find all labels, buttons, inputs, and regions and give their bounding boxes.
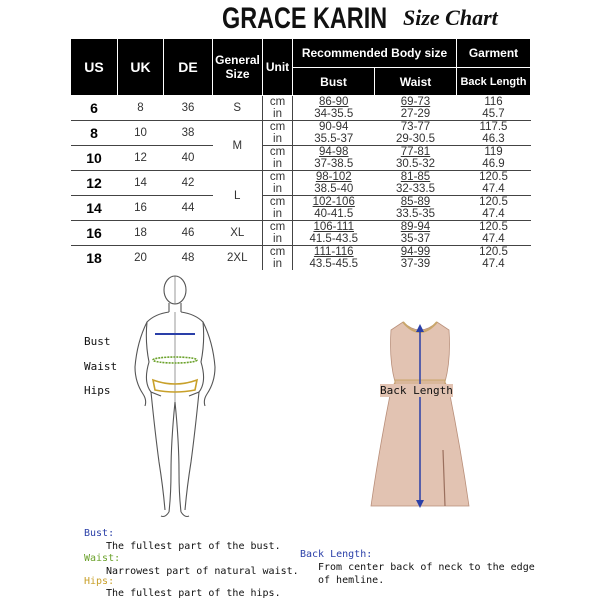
header-general-size: General Size [213, 39, 263, 96]
cell-us: 12 [71, 171, 118, 196]
cell-waist: 94-99 [375, 246, 457, 259]
cell-back-length: 120.5 [457, 221, 531, 234]
cell-uk: 16 [118, 196, 164, 221]
cell-waist: 73-77 [375, 121, 457, 134]
table-row [71, 96, 531, 109]
header-recommended: Recommended Body size [293, 39, 457, 68]
cell-size: 2XL [213, 246, 263, 271]
cell-size: S [213, 96, 263, 121]
def-back-length-text-2: of hemline. [318, 575, 385, 586]
def-hips-heading: Hips: [84, 576, 115, 587]
header-de: DE [164, 39, 213, 96]
cell-de: 46 [164, 221, 213, 246]
header-bust: Bust [293, 68, 375, 96]
cell-back-length: 47.4 [482, 208, 505, 220]
cell-waist: 81-85 [375, 171, 457, 184]
cell-de: 44 [164, 196, 213, 221]
cell-waist: 69-73 [375, 96, 457, 109]
header-us: US [71, 39, 118, 96]
cell-back-length: 120.5 [457, 246, 531, 259]
brand-logo: GRACE KARIN [222, 2, 388, 35]
cell-bust: 34-35.5 [314, 108, 354, 120]
cell-back-length: 46.3 [482, 133, 505, 145]
cell-uk: 10 [118, 121, 164, 146]
cell-unit: in [263, 133, 293, 146]
cell-us: 6 [71, 96, 118, 121]
def-waist-text: Narrowest part of natural waist. [106, 566, 299, 577]
table-row [71, 196, 531, 209]
cell-us: 8 [71, 121, 118, 146]
cell-unit: in [263, 233, 293, 246]
cell-bust: 90-94 [293, 121, 375, 134]
cell-unit: in [263, 158, 293, 171]
cell-back-length: 45.7 [482, 108, 505, 120]
table-row [71, 246, 531, 259]
def-back-length-text-1: From center back of neck to the edge [318, 562, 535, 573]
figure-label-hips: Hips [84, 384, 111, 397]
cell-back-length: 46.9 [482, 158, 505, 170]
header-garment: Garment [457, 39, 531, 68]
cell-de: 36 [164, 96, 213, 121]
cell-unit: in [263, 258, 293, 270]
cell-back-length: 47.4 [482, 258, 505, 270]
header-unit: Unit [263, 39, 293, 96]
cell-bust: 102-106 [293, 196, 375, 209]
cell-unit: cm [263, 246, 293, 259]
cell-waist: 77-81 [375, 146, 457, 159]
cell-bust: 40-41.5 [314, 208, 354, 220]
cell-bust: 37-38.5 [314, 158, 354, 170]
cell-size: L [213, 171, 263, 221]
def-bust-text: The fullest part of the bust. [106, 541, 281, 552]
cell-size: XL [213, 221, 263, 246]
def-back-length-heading: Back Length: [300, 549, 373, 560]
cell-bust: 111-116 [293, 246, 375, 259]
cell-back-length: 120.5 [457, 196, 531, 209]
table-row [71, 171, 531, 184]
cell-de: 48 [164, 246, 213, 271]
def-bust-heading: Bust: [84, 528, 115, 539]
header-waist: Waist [375, 68, 457, 96]
cell-waist: 29-30.5 [395, 133, 435, 145]
cell-bust: 43.5-45.5 [309, 258, 359, 270]
cell-back-length: 47.4 [482, 183, 505, 195]
cell-bust: 35.5-37 [314, 133, 354, 145]
cell-de: 38 [164, 121, 213, 146]
cell-uk: 18 [118, 221, 164, 246]
cell-back-length: 120.5 [457, 171, 531, 184]
table-row [71, 121, 531, 134]
table-row [71, 146, 531, 159]
cell-bust: 41.5-43.5 [309, 233, 359, 245]
cell-back-length: 116 [457, 96, 531, 109]
cell-unit: cm [263, 171, 293, 184]
cell-us: 16 [71, 221, 118, 246]
header-back-length: Back Length [457, 68, 531, 96]
cell-uk: 20 [118, 246, 164, 271]
size-chart-table [70, 38, 531, 270]
dress-illustration [365, 320, 475, 510]
cell-unit: cm [263, 146, 293, 159]
page-title: Size Chart [403, 5, 498, 30]
cell-unit: cm [263, 196, 293, 209]
cell-waist: 27-29 [400, 108, 431, 120]
def-waist-heading: Waist: [84, 553, 121, 564]
cell-waist: 33.5-35 [395, 208, 435, 220]
cell-de: 42 [164, 171, 213, 196]
cell-waist: 89-94 [375, 221, 457, 234]
cell-unit: in [263, 108, 293, 121]
cell-unit: cm [263, 221, 293, 234]
cell-waist: 37-39 [400, 258, 431, 270]
cell-waist: 32-33.5 [395, 183, 435, 195]
cell-bust: 106-111 [293, 221, 375, 234]
cell-bust: 86-90 [293, 96, 375, 109]
cell-waist: 30.5-32 [395, 158, 435, 170]
cell-unit: cm [263, 121, 293, 134]
cell-back-length: 117.5 [457, 121, 531, 134]
body-figure-illustration [125, 272, 225, 522]
cell-bust: 98-102 [293, 171, 375, 184]
cell-waist: 35-37 [400, 233, 431, 245]
cell-de: 40 [164, 146, 213, 171]
cell-us: 18 [71, 246, 118, 271]
cell-unit: cm [263, 96, 293, 109]
cell-us: 10 [71, 146, 118, 171]
cell-uk: 8 [118, 96, 164, 121]
cell-uk: 12 [118, 146, 164, 171]
cell-unit: in [263, 208, 293, 221]
cell-us: 14 [71, 196, 118, 221]
def-hips-text: The fullest part of the hips. [106, 588, 281, 599]
cell-bust: 94-98 [293, 146, 375, 159]
header-uk: UK [118, 39, 164, 96]
figure-label-bust: Bust [84, 335, 111, 348]
cell-uk: 14 [118, 171, 164, 196]
cell-back-length: 119 [457, 146, 531, 159]
cell-bust: 38.5-40 [314, 183, 354, 195]
cell-waist: 85-89 [375, 196, 457, 209]
cell-unit: in [263, 183, 293, 196]
cell-size: M [213, 121, 263, 171]
figure-label-waist: Waist [84, 360, 118, 373]
cell-back-length: 47.4 [482, 233, 505, 245]
figure-label-back-length: Back Length [380, 384, 453, 397]
table-row [71, 221, 531, 234]
